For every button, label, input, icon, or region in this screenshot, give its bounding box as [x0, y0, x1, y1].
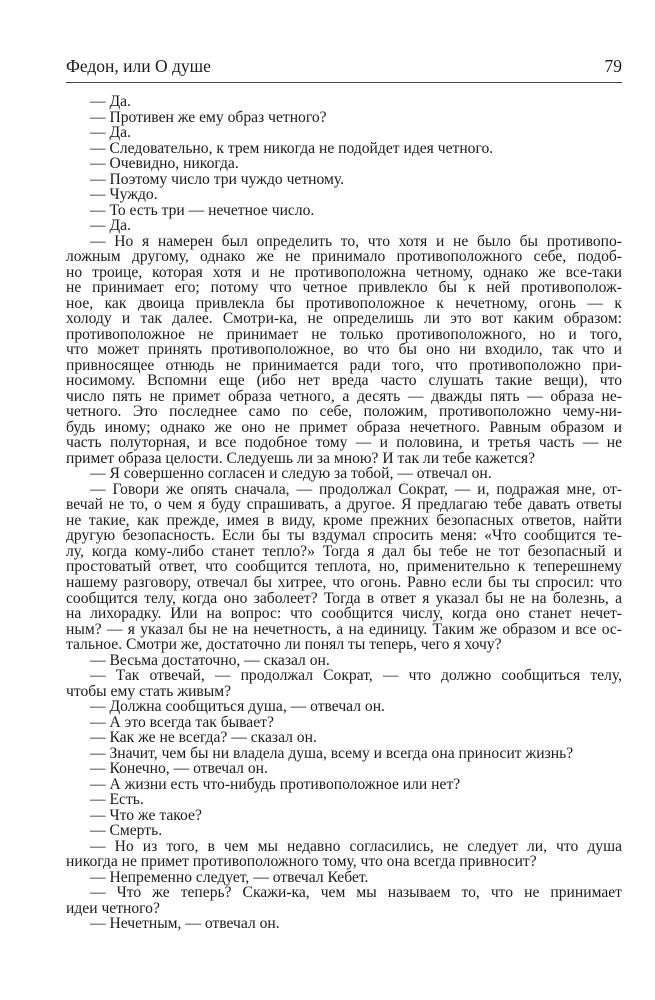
paragraph: [66, 823, 622, 839]
paragraph: [66, 653, 622, 669]
text-line: — Очевидно, никогда.: [90, 155, 239, 173]
text-line: — Так отвечай, — продолжал Сократ, — что должно сообщиться телу,: [90, 667, 622, 685]
text-line: — Весьма достаточно, — сказал он.: [90, 651, 330, 669]
paragraph: [66, 668, 622, 699]
paragraph: [66, 761, 622, 777]
text-line: — Нечетным, — отвечал он.: [90, 915, 280, 933]
text-line: нашему разговору, отвечал бы хитрее, что огонь. Равно если бы ты спросил: что: [66, 573, 622, 591]
paragraph: [66, 172, 622, 188]
text-line: — Но я намерен был определить то, что хотя и не было бы противопо-: [90, 232, 622, 250]
text-line: никогда не примет противоположного тому, что она всегда привносит?: [66, 853, 537, 871]
text-line: — Значит, чем бы ни владела душа, всему и всегда она приносит жизнь?: [90, 744, 574, 762]
paragraph: [66, 187, 622, 203]
text-line: — Говори же опять сначала, — продолжал Сократ, — и, подражая мне, от-: [90, 480, 622, 498]
text-line: — Но из того, в чем мы недавно согласились, не следует ли, что душа: [90, 837, 622, 855]
text-line: ное, как двоица привлекла бы противоположное к нечетному, огонь — к: [66, 294, 622, 312]
text-line: что может принять противоположное, во что бы оно ни входило, так что и: [66, 341, 622, 359]
text-line: лу, когда кому-либо станет тепло?» Тогда я дал бы тебе не тот безопасный и: [66, 542, 622, 560]
text-line: четного. Это последнее само по себе, положим, противоположно чему-ни-: [66, 403, 622, 421]
running-title: Федон, или О душе: [66, 56, 211, 76]
text-line: — Я совершенно согласен и следую за тобой, — отвечал он.: [90, 465, 492, 483]
text-line: — Что же теперь? Скажи-ка, чем мы называем то, что не принимает: [90, 884, 622, 902]
text-line: ложным другому, однако же не принимало противоположного себе, подоб-: [66, 248, 622, 266]
text-line: — А это всегда так бывает?: [90, 713, 274, 731]
text-line: — Да.: [90, 124, 131, 142]
text-line: — Конечно, — отвечал он.: [90, 760, 268, 778]
paragraph: [66, 730, 622, 746]
text-line: — Непременно следует, — отвечал Кебет.: [90, 868, 369, 886]
paragraph: [66, 792, 622, 808]
paragraph: [66, 234, 622, 467]
paragraph: [66, 203, 622, 219]
text-line: — Да.: [90, 93, 131, 110]
text-line: — Есть.: [90, 791, 144, 809]
paragraph: [66, 870, 622, 886]
text-line: — То есть три — нечетное число.: [90, 201, 315, 219]
paragraph: [66, 156, 622, 172]
text-line: — Как же не всегда? — сказал он.: [90, 729, 317, 747]
text-line: чтобы ему стать живым?: [66, 682, 232, 700]
text-line: противоположное не принимает не только противоположного, но и того,: [66, 325, 622, 343]
text-line: — Что же такое?: [90, 806, 202, 824]
text-line: другую безопасность. Если бы ты вздумал спросить меня: «Что сообщится те-: [66, 527, 622, 545]
paragraph: [66, 125, 622, 141]
paragraph: [66, 94, 622, 110]
paragraph: [66, 482, 622, 653]
paragraph: [66, 699, 622, 715]
text-line: тальное. Смотри же, достаточно ли понял ты теперь, чего я хочу?: [66, 636, 502, 654]
text-line: — Следовательно, к трем никогда не подойдет идея четного.: [90, 139, 494, 157]
text-line: не принимает его; потому что четное привлекло бы к ней противополож-: [66, 279, 622, 297]
text-line: примет образа целости. Следуешь ли за мною? И так ли тебе кажется?: [66, 449, 536, 467]
text-line: простоватый ответ, что сообщится теплота, но, применительно к теперешнему: [66, 558, 622, 576]
text-line: ным? — я указал бы не на нечетность, а на единицу. Таким же образом и все ос-: [66, 620, 622, 638]
text-line: носимому. Вспомни еще (ибо нет вреда часто слушать такие вещи), что: [66, 372, 622, 390]
paragraph: [66, 141, 622, 157]
text-line: но троице, которая хотя и не противоположна четному, однако же все-таки: [66, 263, 622, 281]
text-line: холоду и так далее. Смотри-ка, не определишь ли это вот каким образом:: [66, 310, 622, 328]
paragraph: [66, 715, 622, 731]
text-line: будь иному; однако же оно не примет образа нечетного. Равным образом и: [66, 418, 622, 436]
text-line: — А жизни есть что-нибудь противоположное или нет?: [90, 775, 461, 793]
text-line: число пять не примет образа четного, а десять — дважды пять — образа не-: [66, 387, 622, 405]
page-body-text: [66, 94, 622, 932]
text-line: привносящее отнюдь не принимается ради того, что противоположно при-: [66, 356, 622, 374]
text-line: вечай не то, о чем я буду спрашивать, а другое. Я предлагаю тебе давать ответы: [66, 496, 622, 514]
paragraph: [66, 746, 622, 762]
text-line: — Должна сообщиться душа, — отвечал он.: [90, 698, 385, 716]
page-number: 79: [604, 56, 622, 76]
text-line: на лихорадку. Или на вопрос: что сообщится числу, когда оно станет нечет-: [66, 605, 622, 623]
text-line: часть полуторная, и все подобное тому — и половина, и третья часть — не: [66, 434, 622, 452]
text-line: — Противен же ему образ четного?: [90, 108, 327, 126]
text-line: — Смерть.: [90, 822, 163, 840]
paragraph: [66, 466, 622, 482]
paragraph: [66, 110, 622, 126]
text-line: — Да.: [90, 217, 131, 235]
paragraph: [66, 839, 622, 870]
paragraph: [66, 885, 622, 916]
text-line: сообщится телу, когда оно заболеет? Тогда в ответ я указал бы не на болезнь, а: [66, 589, 622, 607]
paragraph: [66, 218, 622, 234]
paragraph: [66, 777, 622, 793]
text-line: — Чуждо.: [90, 186, 158, 204]
text-line: не такие, как прежде, имея в виду, кроме прежних безопасных ответов, найти: [66, 511, 622, 529]
running-header: [66, 54, 622, 83]
paragraph: [66, 808, 622, 824]
paragraph: [66, 916, 622, 932]
text-line: — Поэтому число три чуждо четному.: [90, 170, 344, 188]
text-line: идеи четного?: [66, 899, 160, 917]
